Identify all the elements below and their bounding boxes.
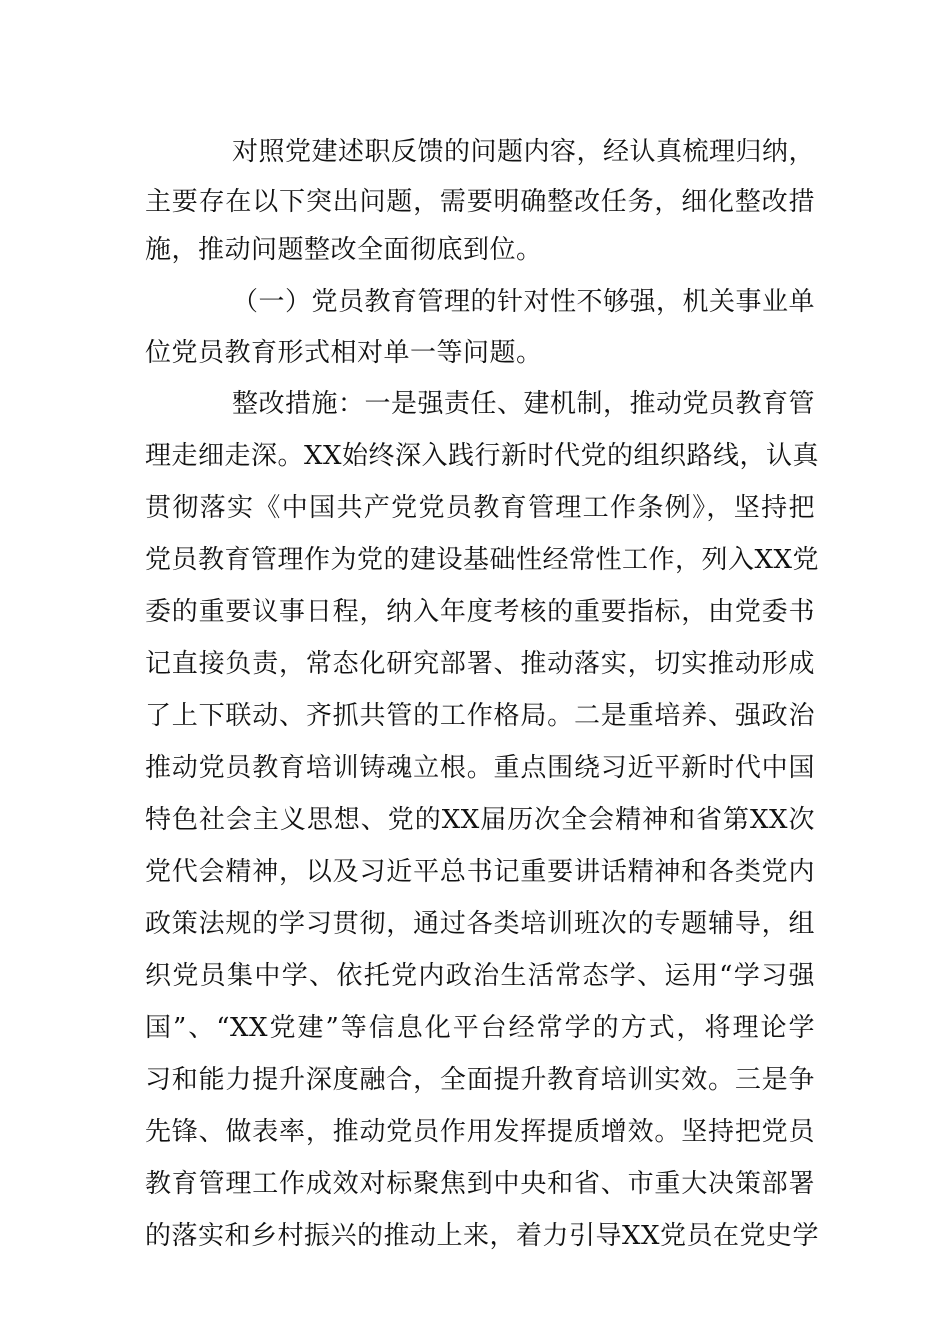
paragraph-2-line-15: 先锋、做表率，推动党员作用发挥提质增效。坚持把党员: [145, 1117, 815, 1147]
paragraph-1-line-1: 对照党建述职反馈的问题内容，经认真梳理归纳，: [232, 137, 816, 167]
paragraph-2-line-7: 了上下联动、齐抓共管的工作格局。二是重培养、强政治: [145, 701, 815, 731]
paragraph-2-line-9: 特色社会主义思想、党的XX届历次全会精神和省第XX次: [145, 805, 815, 835]
paragraph-2-line-8: 推动党员教育培训铸魂立根。重点围绕习近平新时代中国: [145, 753, 815, 783]
paragraph-2-line-5: 委的重要议事日程，纳入年度考核的重要指标，由党委书: [145, 597, 815, 627]
paragraph-1-line-3: 施，推动问题整改全面彻底到位。: [145, 235, 543, 265]
paragraph-2-line-3: 贯彻落实《中国共产党党员教育管理工作条例》，坚持把: [145, 493, 815, 523]
paragraph-1-line-2: 主要存在以下突出问题，需要明确整改任务，细化整改措: [145, 187, 815, 217]
paragraph-2-line-17: 的落实和乡村振兴的推动上来，着力引导XX党员在党史学: [145, 1221, 820, 1251]
paragraph-2-line-10: 党代会精神，以及习近平总书记重要讲话精神和各类党内: [145, 857, 815, 887]
paragraph-2-line-4: 党员教育管理作为党的建设基础性经常性工作，列入XX党: [145, 545, 820, 575]
paragraph-2-line-11: 政策法规的学习贯彻，通过各类培训班次的专题辅导，组: [145, 909, 815, 939]
paragraph-2-line-12: 织党员集中学、依托党内政治生活常态学、运用“学习强: [145, 961, 815, 991]
heading-1-line-1: （一）党员教育管理的针对性不够强，机关事业单: [232, 287, 816, 317]
paragraph-2-line-14: 习和能力提升深度融合，全面提升教育培训实效。三是争: [145, 1065, 815, 1095]
heading-1-line-2: 位党员教育形式相对单一等问题。: [145, 338, 543, 368]
paragraph-2-line-2: 理走细走深。XX始终深入践行新时代党的组织路线，认真: [145, 441, 820, 471]
paragraph-2-line-16: 教育管理工作成效对标聚焦到中央和省、市重大决策部署: [145, 1169, 815, 1199]
paragraph-2-line-13: 国”、“XX党建”等信息化平台经常学的方式，将理论学: [145, 1013, 815, 1043]
paragraph-2-line-6: 记直接负责，常态化研究部署、推动落实，切实推动形成: [145, 649, 815, 679]
paragraph-2-line-1: 整改措施：一是强责任、建机制，推动党员教育管: [232, 389, 816, 419]
